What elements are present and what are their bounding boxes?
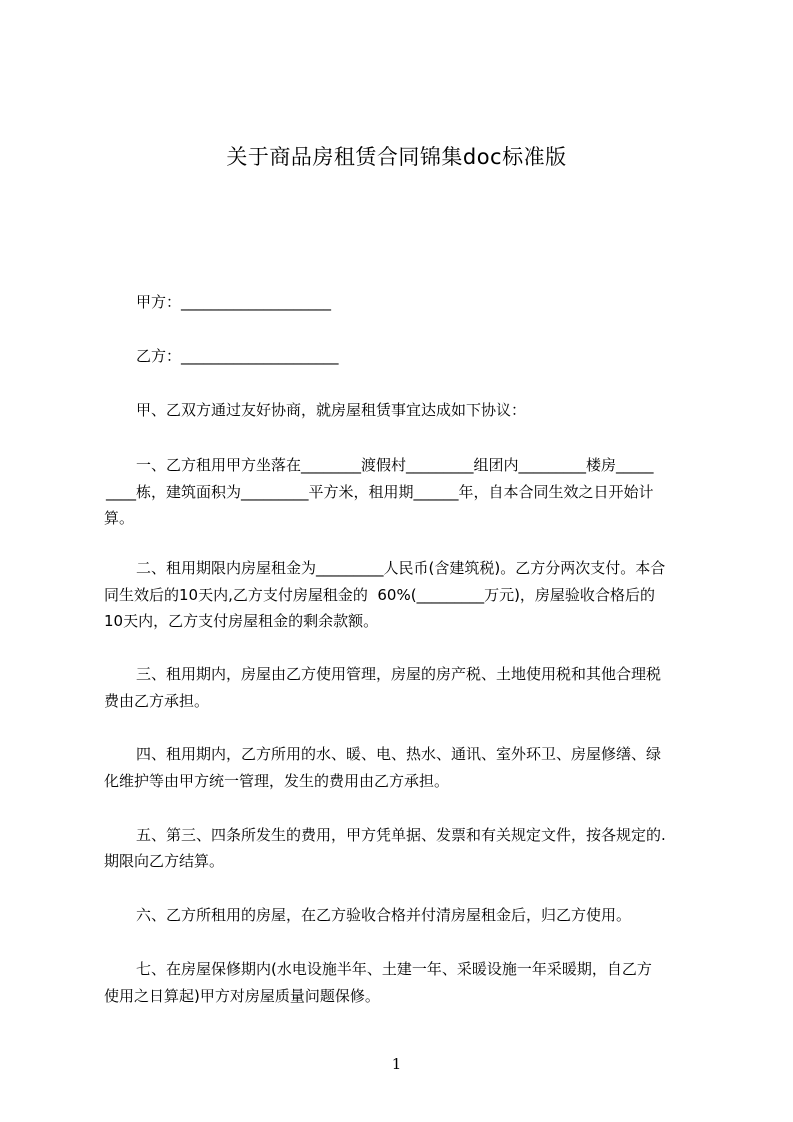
clause-5-line-2: 期限向乙方结算。 [104, 852, 225, 870]
clause-5-line-1: 五、第三、四条所发生的费用，甲方凭单据、发票和有关规定文件，按各规定的. [136, 826, 666, 844]
clause-4-line-2: 化维护等由甲方统一管理，发生的费用由乙方承担。 [104, 772, 450, 790]
clause-2-line-3: 10天内，乙方支付房屋租金的剩余款额。 [104, 612, 379, 630]
clause-1-line-2: ____栋，建筑面积为_________平方米，租用期______年，自本合同生效之日开始计 [106, 483, 654, 501]
page-number: 1 [391, 1055, 402, 1073]
document-title: 关于商品房租赁合同锦集doc标准版 [226, 145, 567, 169]
clause-1-line-1: 一、乙方租用甲方坐落在________渡假村_________组团内_________楼房_____ [136, 456, 654, 474]
clause-6: 六、乙方所租用的房屋，在乙方验收合格并付清房屋租金后，归乙方使用。 [136, 906, 632, 924]
clause-7-line-1: 七、在房屋保修期内(水电设施半年、土建一年、采暖设施一年采暖期，自乙方 [136, 960, 652, 978]
clause-4-line-1: 四、租用期内，乙方所用的水、暖、电、热水、通讯、室外环卫、房屋修缮、绿 [136, 745, 662, 763]
party-b-line: 乙方：_____________________ [136, 347, 339, 365]
clause-1-line-3: 算。 [104, 509, 135, 527]
clause-7-line-2: 使用之日算起)甲方对房屋质量问题保修。 [104, 987, 380, 1005]
clause-2-line-2: 同生效后的10天内,乙方支付房屋租金的 60%(_________万元)，房屋验收合格后的 [104, 586, 655, 604]
intro-paragraph: 甲、乙双方通过友好协商，就房屋租赁事宜达成如下协议： [136, 401, 527, 419]
clause-2-line-1: 二、租用期限内房屋租金为_________人民币(含建筑税)。乙方分两次支付。本合 [136, 559, 666, 577]
party-a-line: 甲方：____________________ [136, 293, 332, 311]
clause-3-line-2: 费由乙方承担。 [104, 692, 210, 710]
clause-3-line-1: 三、租用期内，房屋由乙方使用管理，房屋的房产税、土地使用税和其他合理税 [136, 665, 662, 683]
